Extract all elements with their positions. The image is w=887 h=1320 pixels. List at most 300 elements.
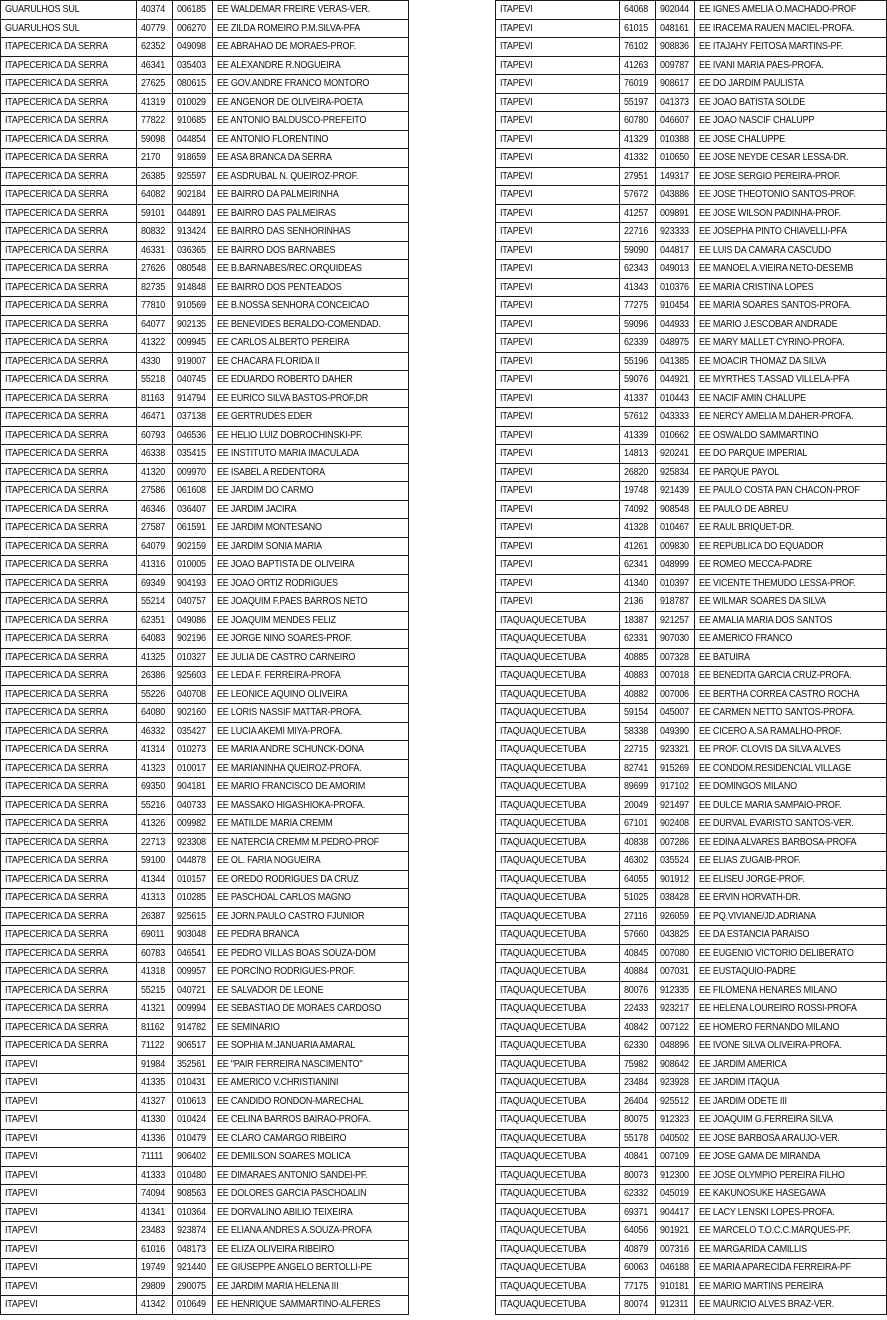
code-cell	[137, 889, 173, 908]
municipality-cell	[1, 463, 137, 482]
cell-text: ITAQUAQUECETUBA	[500, 872, 586, 885]
cie-code-cell	[173, 149, 213, 168]
cell-text: 80075	[624, 1113, 649, 1125]
cell-text: ITAPEVI	[500, 373, 533, 385]
cell-text: 41336	[141, 1131, 166, 1144]
cell-text: EE BENEDITA GARCIA CRUZ-PROFA.	[699, 669, 852, 681]
cell-text: EE ALEXANDRE R.NOGUEIRA	[217, 58, 341, 71]
cell-text: ITAQUAQUECETUBA	[500, 983, 586, 996]
table-row	[496, 223, 887, 242]
cell-text: 035403	[177, 58, 206, 71]
school-name-cell	[213, 870, 409, 889]
cell-text: EE DURVAL EVARISTO SANTOS-VER.	[699, 817, 854, 829]
cell-text: 41313	[141, 891, 166, 903]
school-name-cell	[695, 334, 887, 353]
code-cell	[137, 278, 173, 297]
cell-text: 923308	[177, 835, 206, 848]
cell-text: EE JOSE WILSON PADINHA-PROF.	[699, 206, 842, 219]
cell-text: 009994	[177, 1002, 206, 1014]
cell-text: 26386	[141, 669, 166, 681]
cell-text: EE LACY LENSKI LOPES-PROFA.	[699, 1205, 835, 1218]
cell-text: 914794	[177, 391, 206, 404]
municipality-cell	[496, 278, 620, 297]
school-name-cell	[213, 334, 409, 353]
cell-text: 915269	[659, 761, 689, 774]
code-cell	[137, 1222, 173, 1241]
table-row	[496, 889, 887, 908]
code-cell	[137, 759, 173, 778]
table-row	[1, 1222, 409, 1241]
cell-text: EE CONDOM.RESIDENCIAL VILLAGE	[699, 761, 852, 774]
cell-text: 41263	[624, 58, 649, 71]
table-row	[496, 1166, 887, 1185]
cell-text: 41333	[141, 1168, 166, 1181]
municipality-cell	[496, 56, 620, 75]
school-name-cell	[213, 574, 409, 593]
cie-code-cell	[173, 759, 213, 778]
cell-text: 904181	[177, 780, 206, 792]
cell-text: ITAPEVI	[5, 1076, 38, 1088]
table-row	[1, 593, 409, 612]
cie-code-cell	[655, 1203, 695, 1222]
municipality-cell	[1, 1222, 137, 1241]
municipality-cell	[1, 1148, 137, 1167]
cell-text: 41328	[624, 521, 649, 533]
cell-text: 67101	[624, 817, 649, 829]
cell-text: 010649	[177, 1298, 206, 1310]
table-row	[496, 1055, 887, 1074]
cell-text: ITAPEVI	[5, 1187, 38, 1199]
cell-text: 64079	[141, 539, 166, 552]
table-row	[1, 1148, 409, 1167]
table-row	[1, 815, 409, 834]
cell-text: EE ROMEO MECCA-PADRE	[699, 558, 813, 570]
cell-text: 006270	[177, 21, 206, 34]
municipality-cell	[496, 889, 620, 908]
school-name-cell	[695, 963, 887, 982]
school-name-cell	[213, 1, 409, 20]
cell-text: EE MARIA ANDRE SCHUNCK-DONA	[217, 743, 364, 755]
cell-text: 69011	[141, 928, 165, 940]
cell-text: ITAPECERICA DA SERRA	[5, 447, 108, 459]
cell-text: ITAPEVI	[500, 3, 533, 15]
cell-text: EE ERVIN HORVATH-DR.	[699, 891, 801, 903]
table-row	[496, 1129, 887, 1148]
school-name-cell	[213, 352, 409, 371]
school-name-cell	[213, 926, 409, 945]
cell-text: EE KAKUNOSUKE HASEGAWA	[699, 1187, 826, 1199]
cell-text: 59096	[624, 317, 649, 330]
table-row	[1, 1018, 409, 1037]
code-cell	[137, 1037, 173, 1056]
school-name-cell	[213, 1092, 409, 1111]
code-cell	[620, 556, 655, 575]
cell-text: EE SOPHIA M.JANUARIA AMARAL	[217, 1039, 356, 1051]
municipality-cell	[1, 352, 137, 371]
cell-text: ITAQUAQUECETUBA	[500, 1168, 586, 1181]
table-row	[496, 93, 887, 112]
cell-text: 010650	[659, 151, 689, 163]
cell-text: EE JARDIM ODETE III	[699, 1094, 787, 1107]
cell-text: 010285	[177, 891, 206, 903]
cie-code-cell	[173, 852, 213, 871]
table-row	[1, 537, 409, 556]
table-row	[496, 1240, 887, 1259]
cie-code-cell	[655, 926, 695, 945]
cell-text: 043333	[659, 410, 689, 422]
table-row	[1, 907, 409, 926]
cell-text: ITAPEVI	[500, 410, 533, 422]
cell-text: ITAPEVI	[500, 521, 533, 533]
cell-text: 044891	[177, 206, 206, 219]
code-cell	[137, 149, 173, 168]
cie-code-cell	[173, 1129, 213, 1148]
cell-text: 010424	[177, 1113, 206, 1125]
cell-text: 64083	[141, 632, 166, 644]
cell-text: 74094	[141, 1187, 166, 1199]
cie-code-cell	[173, 630, 213, 649]
code-cell	[620, 759, 655, 778]
cie-code-cell	[173, 1259, 213, 1278]
table-row	[496, 1018, 887, 1037]
municipality-cell	[496, 1185, 620, 1204]
cie-code-cell	[655, 75, 695, 94]
cell-text: 20049	[624, 798, 649, 811]
table-row	[496, 1296, 887, 1315]
cie-code-cell	[173, 75, 213, 94]
cell-text: 040745	[177, 373, 206, 385]
cell-text: EE PAULO COSTA PAN CHACON-PROF	[699, 484, 860, 496]
code-cell	[137, 796, 173, 815]
municipality-cell	[1, 685, 137, 704]
cie-code-cell	[655, 667, 695, 686]
cell-text: 41335	[141, 1076, 166, 1088]
cell-text: 902184	[177, 188, 206, 200]
cell-text: EE MASSAKO HIGASHIOKA-PROFA.	[217, 798, 366, 811]
code-cell	[620, 352, 655, 371]
cell-text: 18387	[624, 613, 649, 626]
cie-code-cell	[655, 944, 695, 963]
table-row	[1, 1111, 409, 1130]
cie-code-cell	[173, 722, 213, 741]
table-row	[1, 112, 409, 131]
table-row	[1, 722, 409, 741]
cell-text: ITAPECERICA DA SERRA	[5, 928, 108, 940]
code-cell	[620, 944, 655, 963]
cell-text: ITAPECERICA DA SERRA	[5, 891, 108, 903]
code-cell	[137, 1185, 173, 1204]
cell-text: 77175	[624, 1279, 649, 1292]
cie-code-cell	[173, 741, 213, 760]
school-name-cell	[695, 593, 887, 612]
school-name-cell	[213, 648, 409, 667]
cie-code-cell	[655, 1277, 695, 1296]
school-name-cell	[213, 315, 409, 334]
cell-text: ITAPECERICA DA SERRA	[5, 539, 108, 552]
cell-text: 902196	[177, 632, 206, 644]
cell-text: ITAPECERICA DA SERRA	[5, 521, 108, 533]
cell-text: 22715	[624, 743, 649, 755]
cell-text: ITAPEVI	[500, 299, 533, 311]
cie-code-cell	[655, 741, 695, 760]
cie-code-cell	[655, 1, 695, 20]
school-name-cell	[695, 56, 887, 75]
cell-text: 76102	[624, 40, 649, 52]
table-row	[1, 426, 409, 445]
cell-text: 007328	[659, 650, 689, 663]
code-cell	[620, 93, 655, 112]
cell-text: ITAPECERICA DA SERRA	[5, 780, 108, 792]
cie-code-cell	[173, 204, 213, 223]
school-name-cell	[695, 1, 887, 20]
school-name-cell	[213, 1000, 409, 1019]
municipality-cell	[1, 1259, 137, 1278]
code-cell	[620, 870, 655, 889]
cell-text: 80832	[141, 225, 166, 237]
school-name-cell	[695, 278, 887, 297]
cie-code-cell	[173, 1148, 213, 1167]
cell-text: EE GIUSEPPE ANGELO BERTOLLI-PE	[217, 1261, 372, 1273]
cell-text: 010157	[177, 872, 206, 885]
municipality-cell	[496, 519, 620, 538]
code-cell	[137, 167, 173, 186]
cie-code-cell	[655, 1259, 695, 1278]
code-cell	[137, 1055, 173, 1074]
municipality-cell	[496, 112, 620, 131]
school-name-cell	[213, 722, 409, 741]
cell-text: EE INSTITUTO MARIA IMACULADA	[217, 447, 359, 459]
cell-text: 010364	[177, 1205, 206, 1218]
school-name-cell	[213, 278, 409, 297]
cie-code-cell	[173, 130, 213, 149]
cell-text: ITAPEVI	[500, 225, 533, 237]
cell-text: 149317	[659, 169, 689, 182]
municipality-cell	[1, 889, 137, 908]
table-row	[1, 833, 409, 852]
cell-text: ITAPEVI	[5, 1224, 38, 1236]
school-name-cell	[213, 445, 409, 464]
cell-text: 009945	[177, 336, 206, 348]
cie-code-cell	[173, 1000, 213, 1019]
cie-code-cell	[173, 815, 213, 834]
cell-text: 46346	[141, 502, 166, 515]
cell-text: ITAPECERICA DA SERRA	[5, 909, 108, 922]
code-cell	[620, 1037, 655, 1056]
cie-code-cell	[173, 944, 213, 963]
school-name-cell	[695, 260, 887, 279]
cell-text: 62331	[624, 632, 649, 644]
municipality-cell	[1, 852, 137, 871]
cell-text: EE LUIS DA CAMARA CASCUDO	[699, 243, 832, 256]
school-name-cell	[695, 204, 887, 223]
municipality-cell	[496, 574, 620, 593]
cie-code-cell	[655, 648, 695, 667]
municipality-cell	[496, 1018, 620, 1037]
cell-text: ITAPEVI	[500, 447, 533, 459]
code-cell	[137, 981, 173, 1000]
cell-text: ITAPEVI	[500, 502, 533, 515]
municipality-cell	[1, 926, 137, 945]
table-row	[496, 685, 887, 704]
code-cell	[620, 574, 655, 593]
table-row	[1, 981, 409, 1000]
code-cell	[620, 704, 655, 723]
school-name-cell	[695, 1259, 887, 1278]
cell-text: EE SALVADOR DE LEONE	[217, 983, 324, 996]
municipality-cell	[496, 463, 620, 482]
table-row	[496, 389, 887, 408]
cell-text: ITAPECERICA DA SERRA	[5, 484, 108, 496]
school-name-cell	[695, 537, 887, 556]
table-row	[496, 852, 887, 871]
cell-text: 040502	[659, 1131, 689, 1144]
cell-text: ITAQUAQUECETUBA	[500, 1224, 586, 1236]
cell-text: EE JARDIM AMERICA	[699, 1057, 787, 1070]
cell-text: 048161	[659, 21, 689, 34]
cell-text: EE LUCIA AKEMI MIYA-PROFA.	[217, 724, 343, 737]
cie-code-cell	[173, 1296, 213, 1315]
cell-text: EE BAIRRO DOS BARNABES	[217, 243, 336, 256]
municipality-cell	[496, 223, 620, 242]
cell-text: 59098	[141, 132, 166, 145]
cell-text: EE DO PARQUE IMPERIAL	[699, 447, 808, 459]
table-row	[1, 1092, 409, 1111]
cell-text: 925834	[659, 465, 689, 478]
code-cell	[620, 648, 655, 667]
code-cell	[137, 1000, 173, 1019]
municipality-cell	[496, 685, 620, 704]
municipality-cell	[496, 130, 620, 149]
municipality-cell	[1, 537, 137, 556]
code-cell	[137, 778, 173, 797]
cell-text: EE IVANI MARIA PAES-PROFA.	[699, 58, 824, 71]
school-name-cell	[213, 778, 409, 797]
cell-text: 27625	[141, 77, 166, 89]
cie-code-cell	[173, 833, 213, 852]
school-name-cell	[213, 389, 409, 408]
school-name-cell	[213, 704, 409, 723]
cell-text: 048975	[659, 336, 689, 348]
municipality-cell	[496, 796, 620, 815]
cell-text: 26404	[624, 1094, 649, 1107]
municipality-cell	[496, 815, 620, 834]
school-name-cell	[213, 482, 409, 501]
cell-text: 918659	[177, 151, 206, 163]
cie-code-cell	[173, 93, 213, 112]
table-row	[1, 1166, 409, 1185]
cell-text: 061591	[177, 521, 206, 533]
cell-text: 41323	[141, 761, 166, 774]
cell-text: ITAPECERICA DA SERRA	[5, 1002, 108, 1014]
cell-text: ITAQUAQUECETUBA	[500, 1261, 586, 1273]
cell-text: ITAPECERICA DA SERRA	[5, 151, 108, 163]
code-cell	[137, 593, 173, 612]
cell-text: 902408	[659, 817, 689, 829]
school-name-cell	[695, 223, 887, 242]
cell-text: 82741	[624, 761, 649, 774]
cell-text: 64082	[141, 188, 166, 200]
municipality-cell	[1, 167, 137, 186]
code-cell	[137, 907, 173, 926]
school-name-cell	[213, 204, 409, 223]
cell-text: 908563	[177, 1187, 206, 1199]
school-name-cell	[213, 1129, 409, 1148]
cell-text: 918787	[659, 595, 689, 607]
cie-code-cell	[173, 186, 213, 205]
cell-text: EE DIMARAES ANTONIO SANDEI-PF.	[217, 1168, 368, 1181]
school-name-cell	[695, 1074, 887, 1093]
cell-text: 044878	[177, 854, 206, 866]
cell-text: ITAPECERICA DA SERRA	[5, 946, 108, 959]
municipality-cell	[496, 630, 620, 649]
municipality-cell	[1, 611, 137, 630]
cell-text: 919007	[177, 354, 206, 367]
cell-text: ITAPECERICA DA SERRA	[5, 502, 108, 515]
municipality-cell	[1, 149, 137, 168]
cie-code-cell	[173, 1203, 213, 1222]
cie-code-cell	[173, 1092, 213, 1111]
cell-text: EE JORGE NINO SOARES-PROF.	[217, 632, 352, 644]
cell-text: 59076	[624, 373, 649, 385]
code-cell	[620, 1222, 655, 1241]
cell-text: EE ISABEL A REDENTORA	[217, 465, 325, 478]
cell-text: 62351	[141, 613, 166, 626]
cie-code-cell	[173, 112, 213, 131]
municipality-cell	[1, 38, 137, 57]
cell-text: EE AMERICO FRANCO	[699, 632, 793, 644]
table-row	[496, 722, 887, 741]
school-name-cell	[695, 445, 887, 464]
table-row	[1, 371, 409, 390]
table-row	[496, 963, 887, 982]
code-cell	[137, 963, 173, 982]
municipality-cell	[496, 648, 620, 667]
code-cell	[137, 186, 173, 205]
municipality-cell	[1, 186, 137, 205]
cell-text: 41332	[624, 151, 649, 163]
municipality-cell	[496, 944, 620, 963]
code-cell	[137, 93, 173, 112]
code-cell	[620, 796, 655, 815]
cell-text: EE PEDRA BRANCA	[217, 928, 300, 940]
cell-text: 352561	[177, 1057, 206, 1070]
cell-text: 049098	[177, 40, 206, 52]
cell-text: 29809	[141, 1279, 166, 1292]
school-name-cell	[695, 944, 887, 963]
table-row	[496, 1092, 887, 1111]
school-name-cell	[695, 574, 887, 593]
cell-text: ITAPEVI	[500, 484, 533, 496]
code-cell	[620, 593, 655, 612]
code-cell	[620, 130, 655, 149]
cie-code-cell	[173, 556, 213, 575]
cell-text: ITAPEVI	[5, 1298, 38, 1310]
cell-text: 048999	[659, 558, 689, 570]
code-cell	[620, 371, 655, 390]
table-row	[496, 833, 887, 852]
cie-code-cell	[655, 500, 695, 519]
table-row	[496, 778, 887, 797]
cell-text: 51025	[624, 891, 649, 903]
school-name-cell	[213, 741, 409, 760]
cell-text: 906517	[177, 1039, 206, 1051]
school-name-cell	[213, 260, 409, 279]
cell-text: 57672	[624, 188, 649, 200]
cell-text: EE JOAQUIM MENDES FELIZ	[217, 613, 336, 626]
cell-text: EE AMALIA MARIA DOS SANTOS	[699, 613, 833, 626]
municipality-cell	[1, 870, 137, 889]
cell-text: EE REPUBLICA DO EQUADOR	[699, 539, 824, 552]
